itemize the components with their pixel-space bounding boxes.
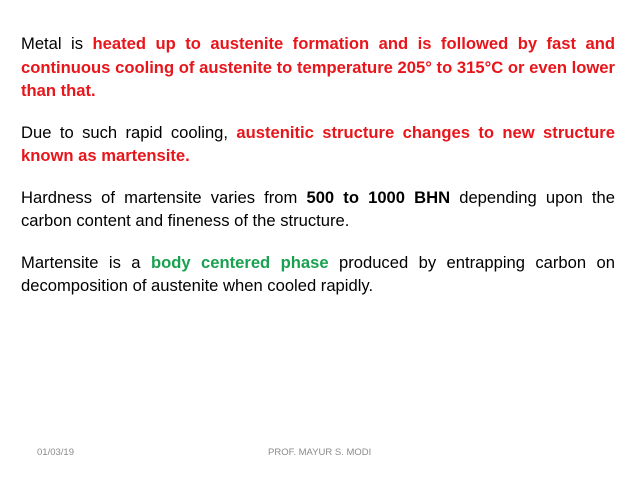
footer-author: PROF. MAYUR S. MODI (268, 447, 372, 458)
text-segment: Metal is (21, 34, 93, 53)
text-segment: Hardness of martensite varies from (21, 187, 307, 207)
text-segment: Martensite is a (21, 252, 151, 272)
paragraph-3 (21, 186, 615, 233)
text-segment: produced by entrapping carbon on decomposition of austenite when cooled rapidly. (21, 252, 615, 295)
highlight-red-text: heated up to austenite formation and is followed by fast and continuous cooling of austenite to temperature 205° to 315°C or even lower than that. (21, 34, 616, 100)
paragraph-2 (21, 121, 615, 168)
highlight-green-text: body centered phase (150, 252, 329, 272)
text-segment: depending upon the carbon content and fineness of the structure. (21, 187, 615, 230)
highlight-red-text: austenitic structure changes to new structure known as martensite. (21, 122, 615, 165)
text-segment: Due to such rapid cooling, (21, 122, 237, 142)
footer-date: 01/03/19 (37, 447, 74, 458)
paragraph-4 (21, 251, 615, 298)
bold-text: 500 to 1000 BHN (306, 187, 451, 207)
paragraph-1 (21, 32, 615, 103)
slide-body (21, 32, 615, 316)
